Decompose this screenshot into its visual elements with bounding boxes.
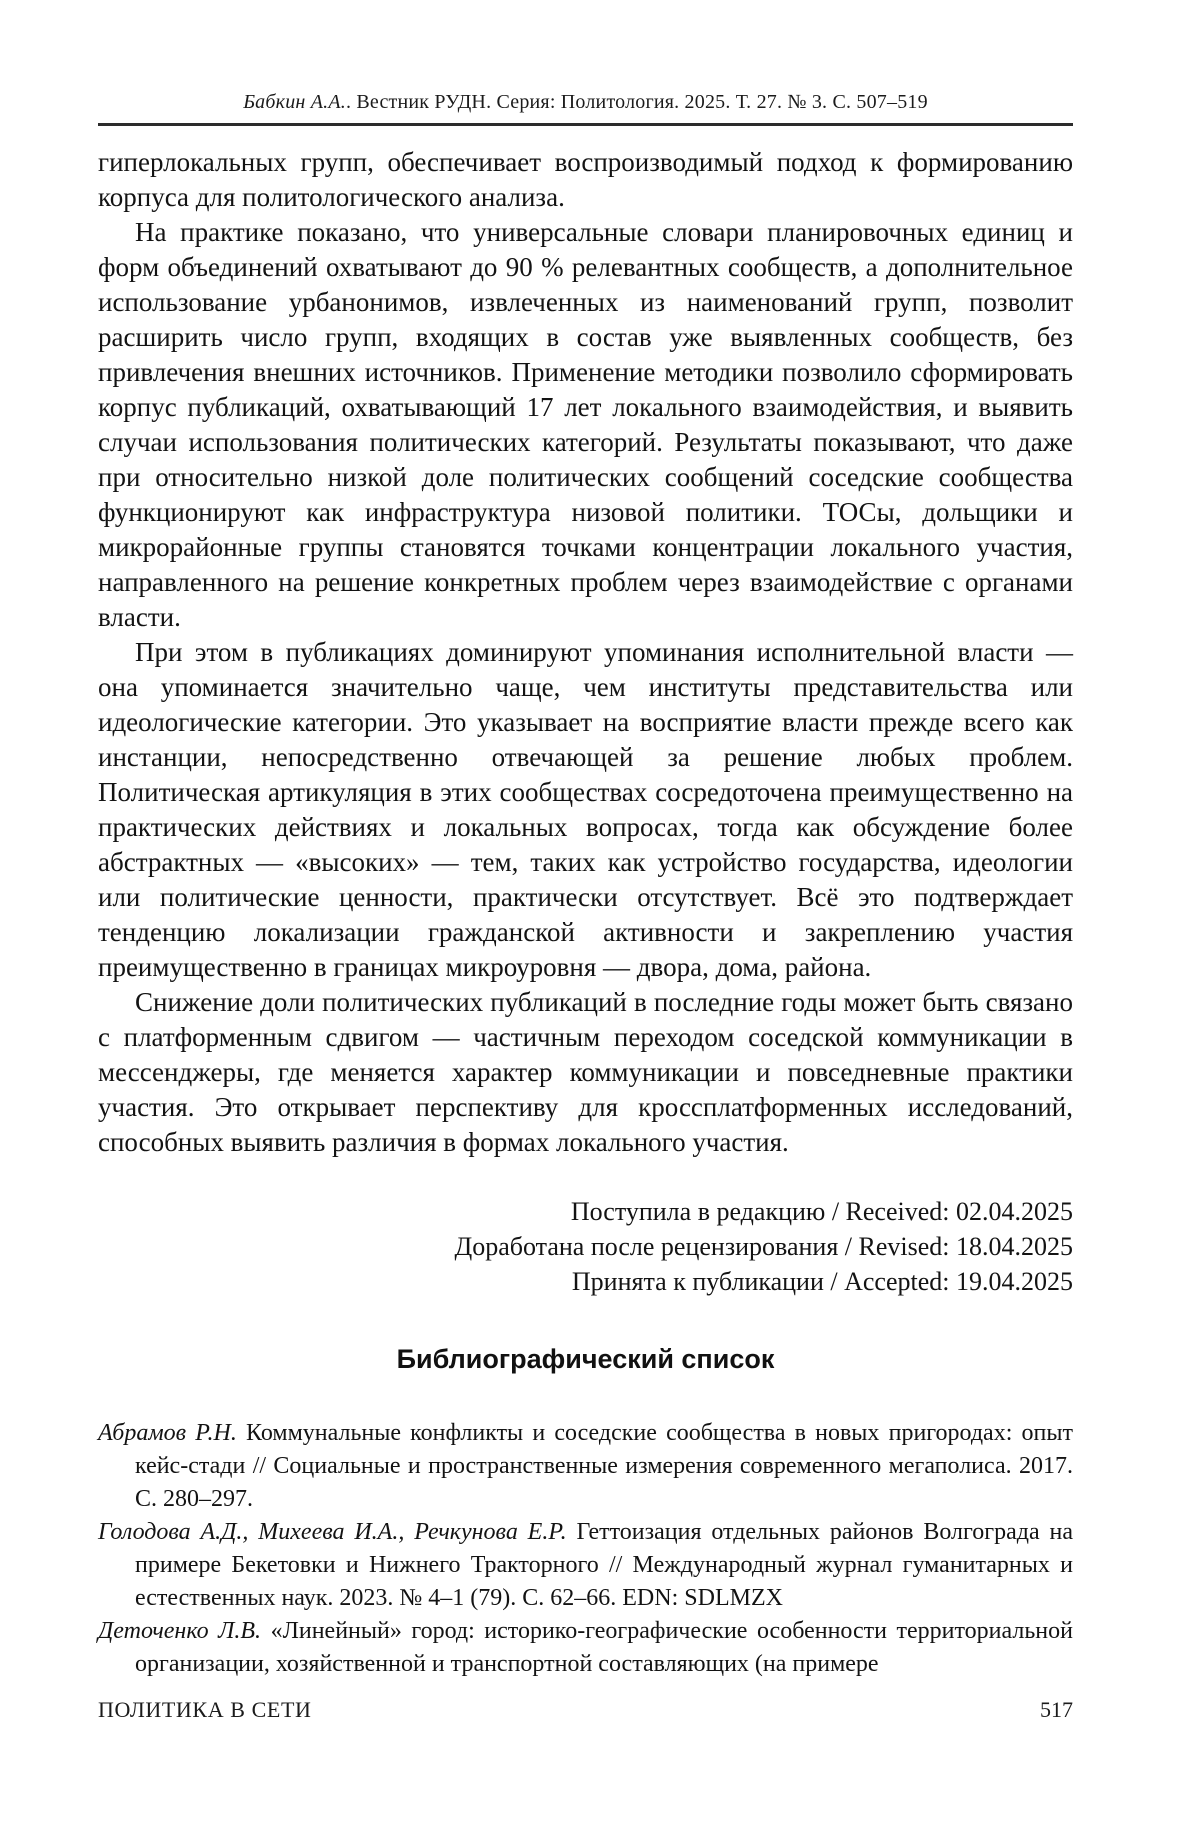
reference-list — [98, 1417, 1073, 1681]
bibliography-heading: Библиографический список — [396, 1344, 775, 1374]
reference-2-authors: Голодова А.Д., Михеева И.А., Речкунова Е.Р. — [98, 1519, 567, 1545]
date-received: Поступила в редакцию / Received: 02.04.2025 — [570, 1197, 1073, 1226]
reference-2-text: Геттоизация отдельных районов Волгограда на примере Бекетовки и Нижнего Тракторного // Международный журнал гуманитарных и естественных наук. 2023. № 4–1 (79). С. 62–66. EDN: SDLMZX — [135, 1519, 1073, 1611]
reference-item-1 — [98, 1417, 1073, 1516]
reference-item-3 — [98, 1615, 1073, 1681]
article-body — [98, 145, 1073, 1160]
page-footer — [98, 1697, 1073, 1723]
paragraph-executive-power: При этом в публикациях доминируют упоминания исполнительной власти — она упоминается значительно чаще, чем институты представительства или идеологические категории. Это указывает на восприятие власти прежде всего как инстанции, непосредственно отвечающей за решение любых проблем. Политическая артикуляция в этих сообществах сосредоточена преимущественно на практических действиях и локальных вопросах, тогда как обсуждение более абстрактных — «высоких» — тем, таких как устройство государства, идеологии или политические ценности, практически отсутствует. Всё это подтверждает тенденцию локализации гражданской активности и закреплению участия преимущественно в границах микроуровня — двора, дома, района. — [98, 637, 1073, 982]
running-head — [98, 90, 1073, 114]
reference-3-text: «Линейный» город: историко-географические особенности территориальной организации, хозяйственной и транспортной составляющих (на примере — [135, 1618, 1073, 1677]
reference-1-authors: Абрамов Р.Н. — [98, 1420, 237, 1446]
header-rule — [98, 123, 1073, 126]
date-revised: Доработана после рецензирования / Revised: 18.04.2025 — [454, 1232, 1073, 1261]
date-accepted: Принята к публикации / Accepted: 19.04.2025 — [571, 1267, 1073, 1296]
paragraph-continuation: гиперлокальных групп, обеспечивает воспроизводимый подход к формированию корпуса для политологического анализа. — [98, 147, 1073, 212]
running-head-author: Бабкин А.А. — [243, 91, 346, 113]
footer-section-title: ПОЛИТИКА В СЕТИ — [98, 1697, 312, 1722]
submission-dates — [98, 1194, 1073, 1299]
footer-page-number: 517 — [1040, 1697, 1073, 1722]
paragraph-platform-shift: Снижение доли политических публикаций в последние годы может быть связано с платформенным сдвигом — частичным переходом соседской коммуникации в мессенджеры, где меняется характер коммуникации и повседневные практики участия. Это открывает перспективу для кроссплатформенных исследований, способных выявить различия в формах локального участия. — [98, 987, 1073, 1157]
reference-item-2 — [98, 1516, 1073, 1615]
paragraph-practice: На практике показано, что универсальные словари планировочных единиц и форм объединений охватывают до 90 % релевантных сообществ, а дополнительное использование урбанонимов, извлеченных из наименований групп, позволит расширить число групп, входящих в состав уже выявленных сообществ, без привлечения внешних источников. Применение методики позволило сформировать корпус публикаций, охватывающий 17 лет локального взаимодействия, и выявить случаи использования политических категорий. Результаты показывают, что даже при относительно низкой доле политических сообщений соседские сообщества функционируют как инфраструктура низовой политики. ТОСы, дольщики и микрорайонные группы становятся точками концентрации локального участия, направленного на решение конкретных проблем через взаимодействие с органами власти. — [98, 217, 1073, 632]
reference-1-text: Коммунальные конфликты и соседские сообщества в новых пригородах: опыт кейс-стади // Социальные и пространственные измерения современного мегаполиса. 2017. С. 280–297. — [135, 1420, 1073, 1512]
running-head-citation: . Вестник РУДН. Серия: Политология. 2025. Т. 27. № 3. С. 507–519 — [345, 91, 928, 113]
reference-3-authors: Деточенко Л.В. — [98, 1618, 262, 1644]
